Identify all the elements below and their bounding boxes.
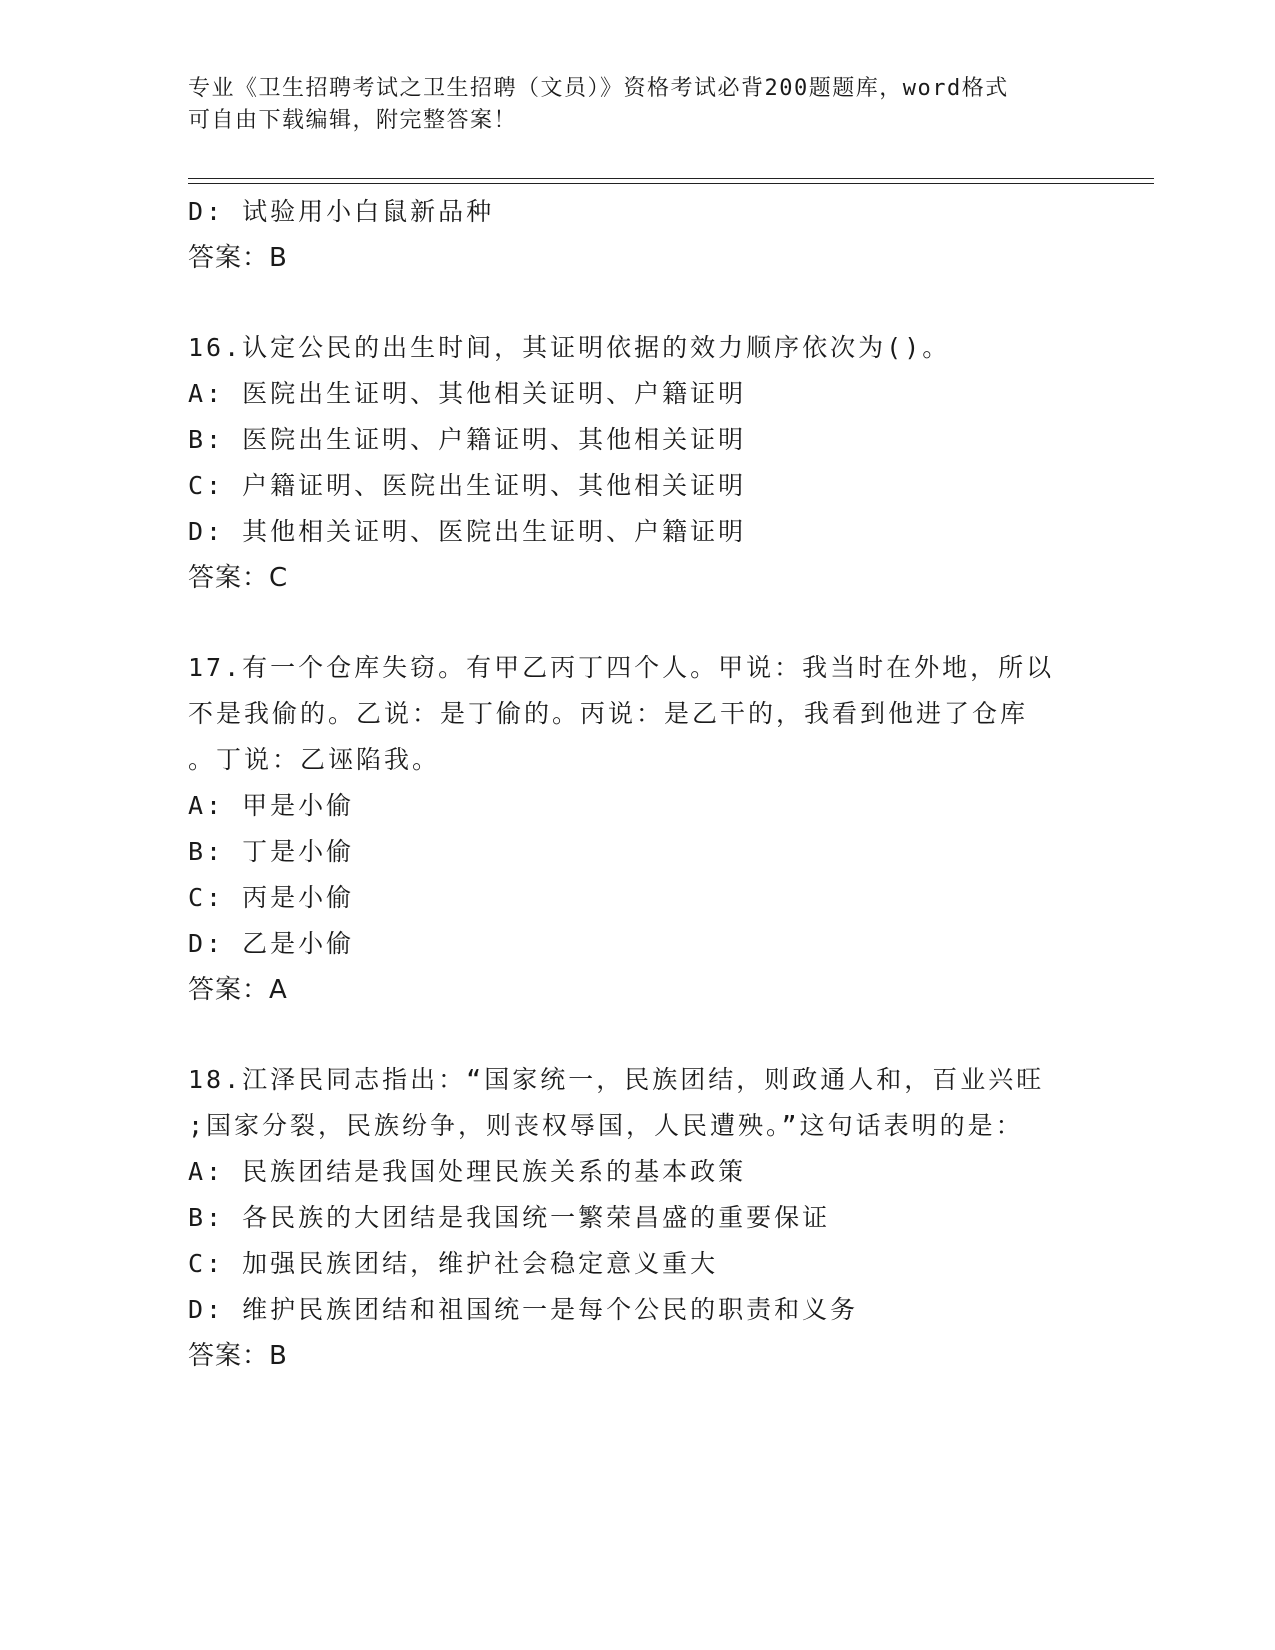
question-stem: 16.认定公民的出生时间，其证明依据的效力顺序依次为()。 <box>188 333 951 362</box>
option-c: C: 户籍证明、医院出生证明、其他相关证明 <box>188 471 747 500</box>
document-header <box>188 73 1088 137</box>
option-b: B: 医院出生证明、户籍证明、其他相关证明 <box>188 425 747 454</box>
question-16 <box>188 325 1108 601</box>
question-spacer <box>188 601 1108 645</box>
option-d: D: 其他相关证明、医院出生证明、户籍证明 <box>188 517 747 546</box>
option-b: B: 丁是小偷 <box>188 837 355 866</box>
question-stem: 。丁说：乙诬陷我。 <box>188 745 441 774</box>
answer-line: 答案：B <box>188 243 288 273</box>
header-line-1: 专业《卫生招聘考试之卫生招聘（文员）》资格考试必背200题题库，word格式 <box>188 76 1009 101</box>
header-line-2: 可自由下载编辑，附完整答案！ <box>188 108 518 133</box>
header-divider-top <box>188 178 1154 179</box>
question-stem: ;国家分裂，民族纷争，则丧权辱国，人民遭殃。”这句话表明的是： <box>188 1111 1024 1140</box>
answer-line: 答案：C <box>188 563 289 593</box>
header-divider-bottom <box>188 183 1154 184</box>
question-stem: 17.有一个仓库失窃。有甲乙丙丁四个人。甲说：我当时在外地，所以 <box>188 653 1055 682</box>
option-d: D: 试验用小白鼠新品种 <box>188 197 495 226</box>
option-c: C: 加强民族团结，维护社会稳定意义重大 <box>188 1249 719 1278</box>
option-a: A: 甲是小偷 <box>188 791 355 820</box>
question-stem: 不是我偷的。乙说：是丁偷的。丙说：是乙干的，我看到他进了仓库 <box>188 699 1029 728</box>
option-a: A: 民族团结是我国处理民族关系的基本政策 <box>188 1157 747 1186</box>
question-18 <box>188 1057 1108 1379</box>
question-17 <box>188 645 1108 1013</box>
answer-line: 答案：A <box>188 975 288 1005</box>
option-b: B: 各民族的大团结是我国统一繁荣昌盛的重要保证 <box>188 1203 831 1232</box>
question-spacer <box>188 281 1108 325</box>
question-stem: 18.江泽民同志指出：“国家统一，民族团结，则政通人和，百业兴旺 <box>188 1065 1045 1094</box>
answer-line: 答案：B <box>188 1341 288 1371</box>
option-c: C: 丙是小偷 <box>188 883 355 912</box>
option-d: D: 乙是小偷 <box>188 929 355 958</box>
previous-question-tail <box>188 189 1108 281</box>
option-d: D: 维护民族团结和祖国统一是每个公民的职责和义务 <box>188 1295 859 1324</box>
question-content <box>188 189 1108 1379</box>
option-a: A: 医院出生证明、其他相关证明、户籍证明 <box>188 379 747 408</box>
question-spacer <box>188 1013 1108 1057</box>
